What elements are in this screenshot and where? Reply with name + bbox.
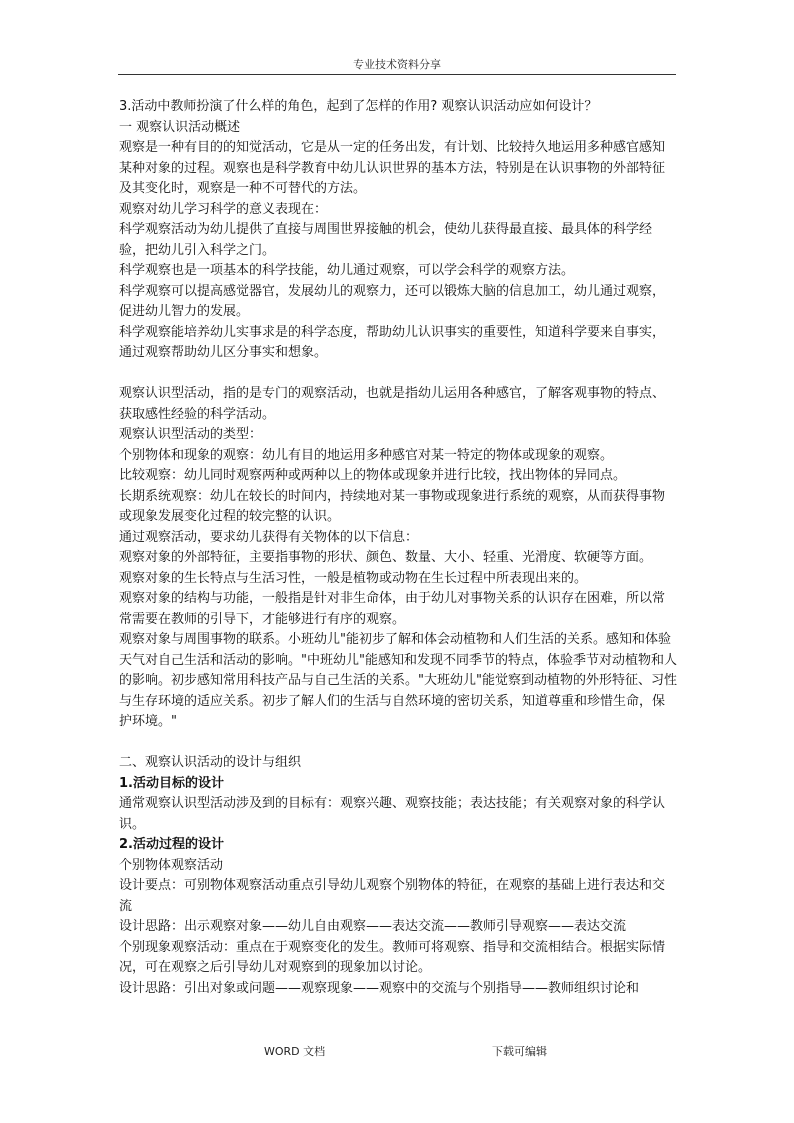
question-line: 3.活动中教师扮演了什么样的角色，起到了怎样的作用? 观察认识活动应如何设计？ [119,99,598,114]
paragraph: 观察认识型活动的类型： [119,427,263,442]
paragraph: 通过观察活动，要求幼儿获得有关物体的以下信息： [119,529,419,545]
paragraph: 科学观察活动为幼儿提供了直接与周围世界接触的机会，使幼儿获得最直接、最具体的科学经验，把幼儿引入科学之门。 [119,222,653,258]
footer-left: WORD 文档 [264,1045,326,1058]
paragraph: 比较观察：幼儿同时观察两种或两种以上的物体或现象并进行比较，找出物体的异同点。 [119,468,627,483]
paragraph: 科学观察可以提高感觉器官，发展幼儿的观察力，还可以锻炼大脑的信息加工，幼儿通过观察，促进幼儿智力的发展。 [119,283,666,319]
paragraph: 设计思路：出示观察对象——幼儿自由观察——表达交流——教师引导观察——表达交流 [119,919,627,934]
paragraph: 观察是一种有目的的知觉活动，它是从一定的任务出发，有计划、比较持久地运用多种感官感知某种对象的过程。观察也是科学教育中幼儿认识世界的基本方法，特别是在认识事物的外部特征及其变化时，观察是一种不可替代的方法。 [119,140,666,196]
blank-line [119,364,677,385]
paragraph: 通常观察认识型活动涉及到的目标有：观察兴趣、观察技能；表达技能；有关观察对象的科学认识。 [119,796,666,832]
paragraph: 个别现象观察活动：重点在于观察变化的发生。教师可将观察、指导和交流相结合。根据实际情况，可在观察之后引导幼儿对观察到的现象加以讨论。 [119,939,666,975]
paragraph: 长期系统观察：幼儿在较长的时间内，持续地对某一事物或现象进行系统的观察，从而获得事物或现象发展变化过程的较完整的认识。 [119,488,666,524]
page-header: 专业技术资料分享 [353,58,441,71]
section-heading-2: 二、观察认识活动的设计与组织 [119,755,302,770]
footer-right: 下载可编辑 [492,1045,547,1058]
paragraph: 设计思路：引出对象或问题——观察现象——观察中的交流与个别指导——教师组织讨论和 [119,980,640,996]
paragraph: 观察对象的生长特点与生活习性，一般是植物或动物在生长过程中所表现出来的。 [119,570,588,586]
subheading: 1.活动目标的设计 [119,775,224,791]
paragraph: 个别物体观察活动 [119,857,224,873]
paragraph: 观察对象的结构与功能，一般指是针对非生命体，由于幼儿对事物关系的认识存在困难，所以常常需要在教师的引导下，才能够进行有序的观察。 [119,591,666,627]
document-body [119,97,677,999]
paragraph: 科学观察也是一项基本的科学技能，幼儿通过观察，可以学会科学的观察方法。 [119,263,575,278]
paragraph: 观察对象的外部特征，主要指事物的形状、颜色、数量、大小、轻重、光滑度、软硬等方面。 [119,550,653,565]
blank-line [119,733,677,754]
paragraph: 个别物体和现象的观察：幼儿有目的地运用多种感官对某一特定的物体或现象的观察。 [119,447,614,463]
paragraph: 观察对幼儿学习科学的意义表现在： [119,201,328,217]
paragraph: 科学观察能培养幼儿实事求是的科学态度，帮助幼儿认识事实的重要性，知道科学要来自事实，通过观察帮助幼儿区分事实和想象。 [119,324,666,360]
paragraph: 设计要点：可别物体观察活动重点引导幼儿观察个别物体的特征，在观察的基础上进行表达和交流 [119,878,666,914]
subheading: 2.活动过程的设计 [119,837,224,852]
paragraph: 观察对象与周围事物的联系。小班幼儿"能初步了解和体会动植物和人们生活的关系。感知和体验天气对自己生活和活动的影响。"中班幼儿"能感知和发现不同季节的特点，体验季节对动植物和人的影响。初步感知常用科技产品与自己生活的关系。"大班幼儿"能觉察到动植物的外形特征、习性与生存环境的适应关系。初步了解人们的生活与自然环境的密切关系，知道尊重和珍惜生命，保护环境。" [119,632,677,729]
section-heading-1: 一 观察认识活动概述 [119,119,241,135]
paragraph: 观察认识型活动，指的是专门的观察活动，也就是指幼儿运用各种感官，了解客观事物的特点、获取感性经验的科学活动。 [119,386,666,422]
header-rule [118,74,676,75]
